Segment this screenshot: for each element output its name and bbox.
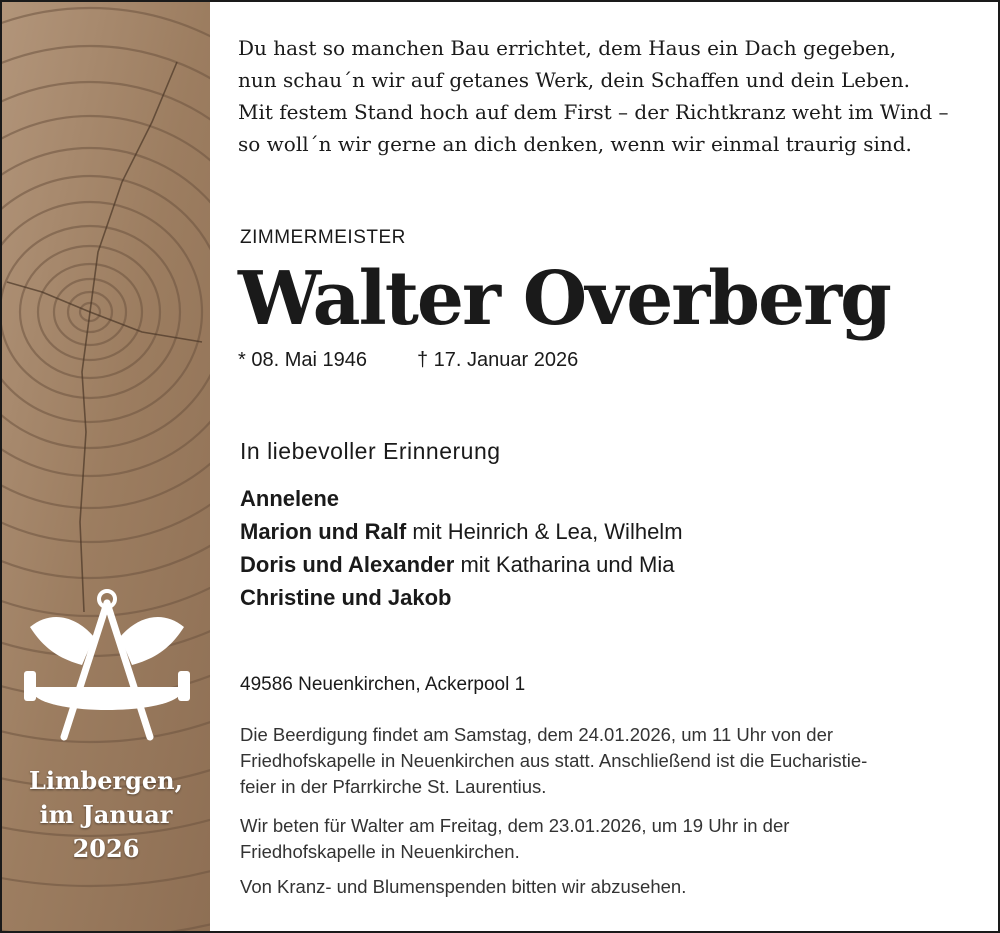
death-date: † 17. Januar 2026: [416, 349, 579, 371]
carpenter-guild-emblem-icon: [22, 587, 192, 747]
notice-line: Wir beten für Walter am Freitag, dem 23.01.2026, um 19 Uhr in der: [240, 815, 790, 836]
family-entry: [240, 515, 683, 548]
notice-line: Von Kranz- und Blumenspenden bitten wir abzusehen.: [240, 876, 687, 897]
deceased-name: Walter Overberg: [238, 256, 890, 342]
flowers-notice: [240, 874, 686, 900]
family-entry: [240, 581, 683, 614]
family-extra: mit Katharina und Mia: [454, 552, 675, 577]
family-names: Christine und Jakob: [240, 585, 452, 610]
poem: [238, 32, 949, 160]
place-line: im Januar: [39, 800, 173, 829]
place-line: 2026: [72, 834, 140, 863]
wood-grain-panel: [2, 2, 210, 931]
profession: ZIMMERMEISTER: [240, 227, 406, 248]
notice-line: Friedhofskapelle in Neuenkirchen.: [240, 841, 520, 862]
notice-line: feier in der Pfarrkirche St. Laurentius.: [240, 776, 547, 797]
place-line: Limbergen,: [29, 766, 183, 795]
poem-line: Du hast so manchen Bau errichtet, dem Haus ein Dach gegeben,: [238, 36, 897, 60]
family-names: Annelene: [240, 486, 340, 511]
birth-date: * 08. Mai 1946: [238, 349, 367, 371]
memory-line: In liebevoller Erinnerung: [240, 438, 501, 464]
prayer-notice: [240, 813, 789, 865]
address: 49586 Neuenkirchen, Ackerpool 1: [240, 674, 526, 695]
family-entry: [240, 548, 683, 581]
family-list: [240, 482, 683, 614]
place-and-date: [2, 764, 210, 866]
funeral-notice: [240, 722, 867, 800]
family-extra: mit Heinrich & Lea, Wilhelm: [406, 519, 683, 544]
notice-line: Die Beerdigung findet am Samstag, dem 24.01.2026, um 11 Uhr von der: [240, 724, 834, 745]
life-dates: [238, 349, 578, 372]
poem-line: so woll´n wir gerne an dich denken, wenn wir einmal traurig sind.: [238, 132, 912, 156]
poem-line: Mit festem Stand hoch auf dem First – der Richtkranz weht im Wind –: [238, 100, 949, 124]
family-names: Marion und Ralf: [240, 519, 407, 544]
notice-line: Friedhofskapelle in Neuenkirchen aus statt. Anschließend ist die Eucharistie-: [240, 750, 868, 771]
family-entry: [240, 482, 683, 515]
family-names: Doris und Alexander: [240, 552, 455, 577]
poem-line: nun schau´n wir auf getanes Werk, dein Schaffen und dein Leben.: [238, 68, 910, 92]
